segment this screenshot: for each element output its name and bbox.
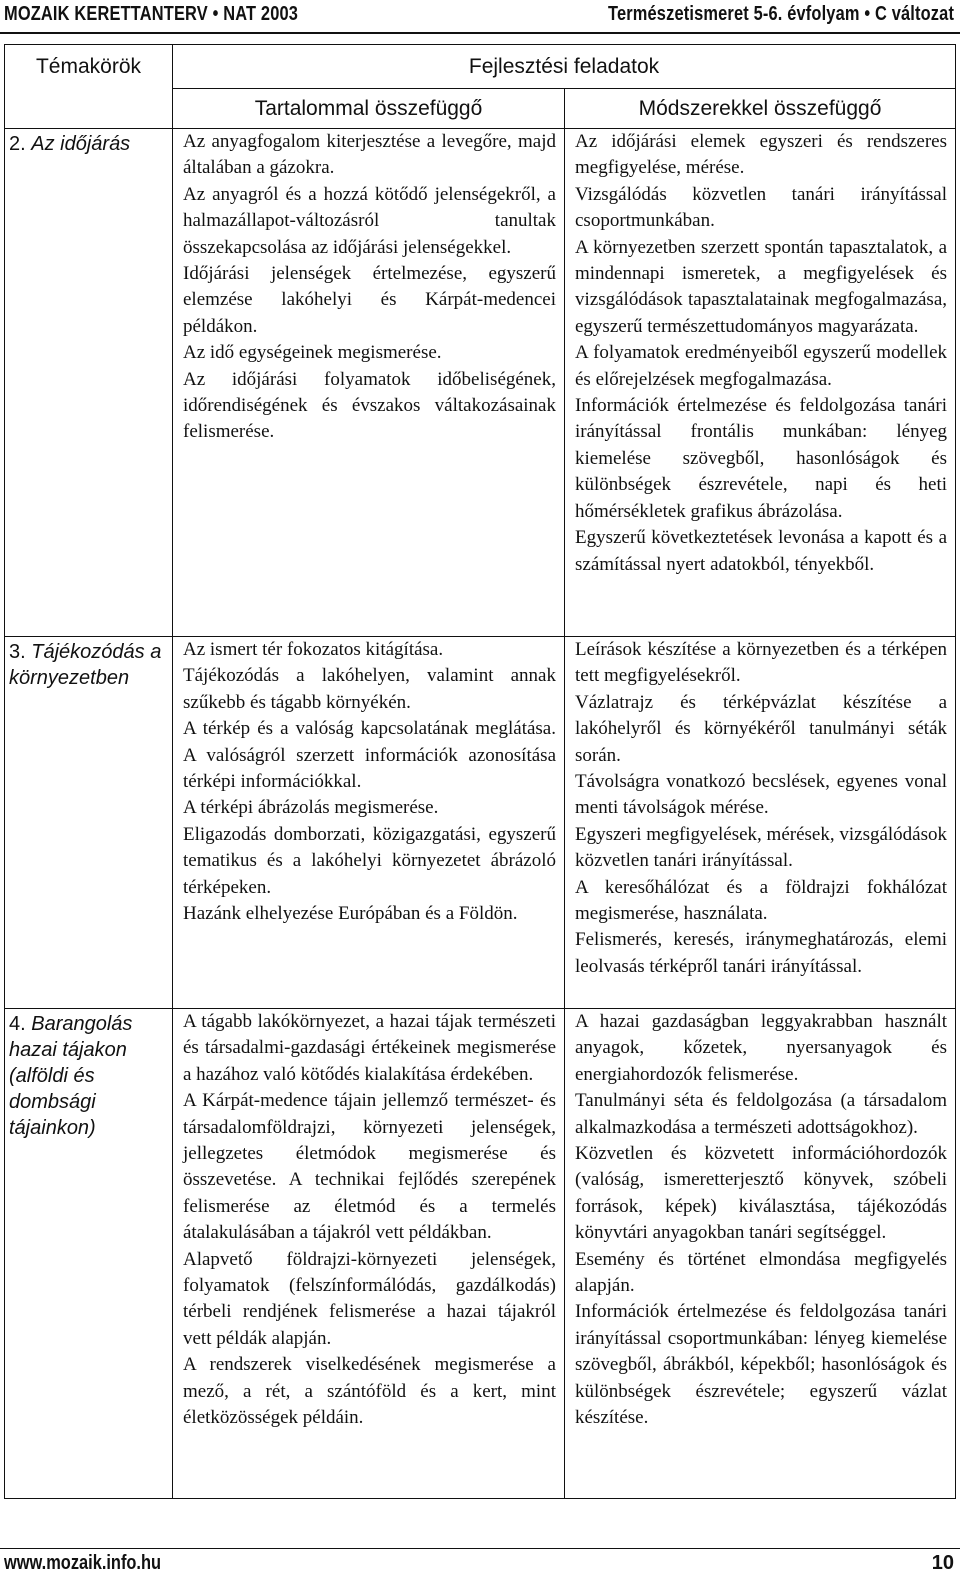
topic-title: Az időjárás xyxy=(31,133,131,155)
topic-number: 4. xyxy=(9,1013,26,1035)
topic-cell xyxy=(5,1009,173,1499)
table-row xyxy=(5,637,956,1009)
topic-title: Tájékozódás a környezetben xyxy=(9,641,162,689)
content-paragraph: Az idő egységeinek megismerése. xyxy=(183,342,442,364)
method-paragraph: A hazai gazdaságban leggyakrabban használt anyagok, kőzetek, nyersanyagok és energiahordozók felismerése. xyxy=(575,1011,948,1085)
topic-title: Barangolás hazai tájakon (alföldi és dombsági tájainkon) xyxy=(9,1013,133,1139)
method-paragraph: Felismerés, keresés, iránymeghatározás, elemi leolvasás térképről tanári irányítással. xyxy=(575,929,948,977)
method-paragraph: Távolságra vonatkozó becslések, egyenes vonal menti távolságok mérése. xyxy=(575,771,948,819)
method-cell xyxy=(565,129,956,637)
content-paragraph: A rendszerek viselkedésének megismerése a mező, a rét, a szántóföld és a kert, mint életközösségek példáin. xyxy=(183,1354,556,1429)
content-paragraph: Eligazodás domborzati, közigazgatási, egyszerű tematikus és a lakóhelyi környezetet ábrázoló térképeken. xyxy=(183,823,556,898)
column-header-method: Módszerekkel összefüggő xyxy=(565,89,956,129)
method-paragraph: A keresőhálózat és a földrajzi fokhálózat megismerése, használata. xyxy=(575,876,948,925)
content-paragraph: Tájékozódás a lakóhelyen, valamint annak szűkebb és tágabb környékén. xyxy=(183,665,556,713)
method-paragraph: Közvetlen és közvetett információhordozók (valóság, ismeretterjesztő könyvek, szóbeli források, képek) kiválasztása, tájékozódás könyvtári anyagokban tanári segítséggel. xyxy=(575,1143,948,1244)
table-row xyxy=(5,1009,956,1499)
curriculum-table xyxy=(4,44,956,1499)
content-cell xyxy=(173,129,565,637)
footer-website: www.mozaik.info.hu xyxy=(4,1552,162,1574)
method-paragraph: Egyszeri megfigyelések, mérések, vizsgálódások közvetlen tanári irányítással. xyxy=(575,823,948,872)
header-subject-title: Természetismeret 5-6. évfolyam • C változat xyxy=(607,3,954,25)
method-paragraph: Tanulmányi séta és feldolgozása (a társadalom alkalmazkodása a természeti adottságokhoz). xyxy=(575,1090,948,1138)
content-paragraph: Alapvető földrajzi-környezeti jelenségek, folyamatok (felszínformálódás, gazdálkodás) térbeli rendjének felismerése a hazai tájakról vett példák alapján. xyxy=(183,1248,556,1349)
content-paragraph: Az anyagról és a hozzá kötődő jelenségekről, a halmazállapot-változásról tanultak összekapcsolása az időjárási jelenségekkel. xyxy=(183,183,556,258)
table-row xyxy=(5,129,956,637)
method-paragraph: Vizsgálódás közvetlen tanári irányítással csoportmunkában. xyxy=(575,183,948,232)
footer-rule xyxy=(0,1548,960,1549)
topic-cell xyxy=(5,637,173,1009)
method-paragraph: Leírások készítése a környezetben és a térképen tett megfigyelésekről. xyxy=(575,639,948,687)
content-paragraph: Az anyagfogalom kiterjesztése a levegőre, majd általában a gázokra. xyxy=(183,131,556,179)
content-paragraph: Időjárási jelenségek értelmezése, egyszerű elemzése lakóhelyi és Kárpát-medencei példákon. xyxy=(183,263,556,337)
column-header-topics: Témakörök xyxy=(5,45,173,129)
method-paragraph: Információk értelmezése és feldolgozása tanári irányítással csoportmunkában: lényeg kiemelése szövegből, ábrákból, képekből; hasonlóságok és különbségek észrevétele; egyszerű vázlat készítése. xyxy=(575,1301,948,1429)
content-paragraph: A térképi ábrázolás megismerése. xyxy=(183,797,439,819)
content-paragraph: A tágabb lakókörnyezet, a hazai tájak természeti és társadalmi-gazdasági értékeinek megismerése a hazához való kötődés kialakítása érdekében. xyxy=(183,1011,556,1085)
method-paragraph: Egyszerű következtetések levonása a kapott és a számítással nyert adatokból, tényekből. xyxy=(575,527,948,575)
method-paragraph: Információk értelmezése és feldolgozása tanári irányítással frontális munkában: lényeg kiemelése szövegből, hasonlóságok és különbségek észrevétele, napi és heti hőmérsékletek grafikus ábrázolása. xyxy=(575,395,948,522)
page-header xyxy=(0,0,960,34)
column-header-development-tasks: Fejlesztési feladatok xyxy=(173,45,956,89)
header-rule xyxy=(0,32,960,34)
content-paragraph: Hazánk elhelyezése Európában és a Földön. xyxy=(183,903,518,925)
content-paragraph: A Kárpát-medence tájain jellemző természet- és társadalomföldrajzi, környezeti jelenségek, jellegzetes életmódok megismerése és összevetése. A technikai fejlődés szerepének felismerése az életmód és a termelés átalakulásában a tájakról vett példákban. xyxy=(183,1090,556,1244)
method-paragraph: A környezetben szerzett spontán tapasztalatok, a mindennapi ismeretek, a megfigyelések és vizsgálódások tapasztalatainak megfogalmazása, egyszerű természettudományos magyarázata. xyxy=(575,236,948,337)
content-paragraph: Az időjárási folyamatok időbeliségének, időrendiségének és évszakos váltakozásainak felismerése. xyxy=(183,368,556,443)
method-paragraph: Az időjárási elemek egyszeri és rendszeres megfigyelése, mérése. xyxy=(575,131,948,179)
content-paragraph: Az ismert tér fokozatos kitágítása. xyxy=(183,639,444,660)
topic-number: 2. xyxy=(9,133,26,155)
column-header-content: Tartalommal összefüggő xyxy=(173,89,565,129)
content-paragraph: A térkép és a valóság kapcsolatának meglátása. A valóságról szerzett információk azonosítása térképi információkkal. xyxy=(183,718,556,793)
topic-number: 3. xyxy=(9,641,26,663)
content-cell xyxy=(173,1009,565,1499)
method-paragraph: A folyamatok eredményeiből egyszerű modellek és előrejelzések megfogalmazása. xyxy=(575,342,948,390)
method-cell xyxy=(565,1009,956,1499)
topic-cell xyxy=(5,129,173,637)
method-paragraph: Vázlatrajz és térképvázlat készítése a lakóhelyről és környékéről tanulmányi séták során. xyxy=(575,691,948,766)
method-cell xyxy=(565,637,956,1009)
header-series-title: MOZAIK KERETTANTERV • NAT 2003 xyxy=(4,3,299,25)
content-cell xyxy=(173,637,565,1009)
method-paragraph: Esemény és történet elmondása megfigyelés alapján. xyxy=(575,1248,948,1297)
page-number: 10 xyxy=(931,1552,954,1574)
